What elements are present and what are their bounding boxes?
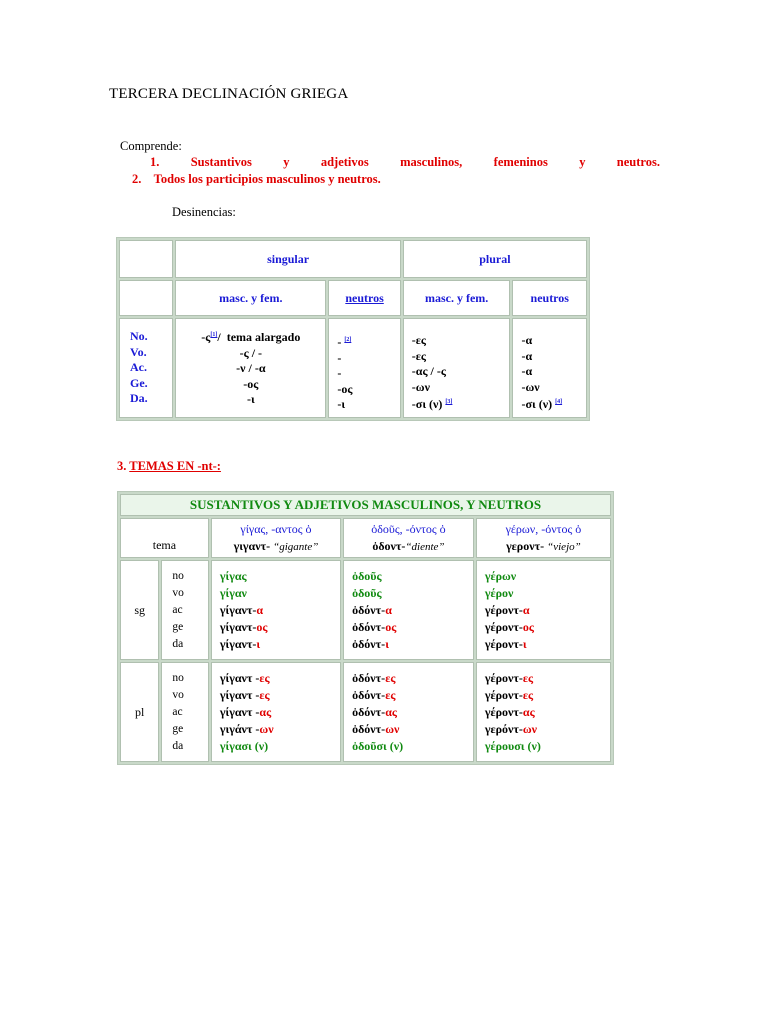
footnote-link[interactable]: [4] <box>555 399 563 405</box>
form-stem: γέροντ- <box>484 687 523 702</box>
ending-note: / tema alargado <box>217 330 301 345</box>
form-row <box>485 738 610 755</box>
pl-neut-header: neutros <box>512 280 587 316</box>
form-row <box>485 687 610 704</box>
form-row <box>220 636 340 653</box>
ending: -α <box>521 364 533 378</box>
ending: -α <box>521 348 533 363</box>
form-row <box>220 602 340 619</box>
case-label: Ac. <box>130 360 147 375</box>
table-header: SUSTANTIVOS Y ADJETIVOS MASCULINOS, Y NEUTROS <box>120 494 611 516</box>
form-stem: γέροντ- <box>484 704 523 719</box>
word-header-odous <box>343 518 474 558</box>
form-stem: γίγαντ - <box>219 670 260 685</box>
list-word: Sustantivos <box>190 155 252 169</box>
form-row <box>220 568 340 585</box>
form-row <box>220 687 340 704</box>
case-label: No. <box>130 329 148 344</box>
pl-forms-col <box>343 662 474 762</box>
case-label: Ge. <box>130 375 148 390</box>
form-ending: ι <box>385 636 389 651</box>
case-label: ge <box>172 620 184 633</box>
list-word: y <box>283 155 290 169</box>
ending: -ι <box>246 392 255 407</box>
form-stem: ὀδοῦς <box>352 585 382 600</box>
form-ending: ες <box>259 687 270 702</box>
form-row <box>352 585 473 602</box>
form-ending: ες <box>522 670 534 685</box>
page-title: TERCERA DECLINACIÓN GRIEGA <box>109 86 349 102</box>
form-stem: γίγαντ- <box>219 619 257 634</box>
form-row <box>220 721 340 738</box>
form-stem: γέροντ- <box>484 636 523 651</box>
list-word: masculinos, <box>400 155 463 169</box>
list-word: adjetivos <box>320 155 369 169</box>
footnote-link[interactable]: [3] <box>445 399 453 405</box>
ending: -ος <box>337 381 353 396</box>
case-label: Vo. <box>130 344 147 359</box>
form-stem: γίγαντ- <box>219 602 257 617</box>
form-stem: ὀδόντ- <box>352 704 386 719</box>
section-heading-temas <box>117 459 221 474</box>
comprende-label: Comprende: <box>120 139 182 153</box>
section-number: 3. <box>117 459 127 473</box>
nt-stems-table <box>117 491 614 765</box>
empty-corner-cell <box>119 240 173 278</box>
form-row <box>352 568 473 585</box>
form-stem: γίγαντ- <box>219 636 257 651</box>
form-row <box>352 704 473 721</box>
form-stem: γέρουσι (ν) <box>484 738 541 753</box>
ending: -ος <box>243 376 259 391</box>
plural-header: plural <box>403 240 587 278</box>
case-label: da <box>172 739 184 752</box>
sg-forms-col <box>211 560 341 660</box>
ending: -σι (ν) <box>521 397 553 411</box>
form-ending: α <box>256 602 264 617</box>
form-row <box>485 670 610 687</box>
form-row <box>485 602 610 619</box>
ending: -σι (ν) <box>411 397 443 411</box>
singular-header: singular <box>175 240 400 278</box>
meaning: “diente” <box>405 540 445 553</box>
case-label: ac <box>172 603 183 616</box>
ending: -ων <box>521 379 540 394</box>
form-ending: ες <box>522 687 534 702</box>
list-word: neutros. <box>616 155 660 169</box>
form-ending: ες <box>385 687 396 702</box>
form-stem: ὀδόντ- <box>352 602 386 617</box>
form-row <box>352 619 473 636</box>
pl-forms-col <box>476 662 611 762</box>
form-row <box>220 738 340 755</box>
word-header-gigas <box>211 518 341 558</box>
pl-masc-column <box>403 318 511 418</box>
case-label: ge <box>172 722 184 735</box>
form-ending: ος <box>385 619 397 634</box>
list-word: y <box>579 155 586 169</box>
meaning: “gigante” <box>273 540 319 553</box>
ending: - <box>337 335 342 349</box>
footnote-link[interactable]: [1] <box>210 332 218 339</box>
form-row <box>220 704 340 721</box>
ending: -ι <box>337 397 346 411</box>
form-row <box>485 619 610 636</box>
case-labels-sg <box>161 560 208 660</box>
form-ending: ος <box>256 619 268 634</box>
form-ending: α <box>385 602 392 617</box>
form-row <box>352 687 473 704</box>
number-label-sg: sg <box>120 560 159 660</box>
sg-neut-header: neutros <box>328 280 400 316</box>
form-ending: ων <box>522 721 538 736</box>
endings-table <box>116 237 590 421</box>
sg-forms-col <box>343 560 474 660</box>
form-ending: ος <box>522 619 534 634</box>
form-ending: ι <box>522 636 527 651</box>
form-stem: γέροντ- <box>484 602 523 617</box>
sg-masc-header: masc. y fem. <box>175 280 326 316</box>
form-stem: γίγαντ - <box>219 687 260 702</box>
form-row <box>485 568 610 585</box>
ending: -ες <box>411 348 426 363</box>
stem: γεροντ- <box>506 538 545 553</box>
ending: -ς <box>201 330 211 345</box>
form-row <box>352 636 473 653</box>
footnote-link[interactable]: [2] <box>344 337 352 343</box>
form-stem: ὀδοῦσι (ν) <box>352 738 404 753</box>
form-stem: γέροντ- <box>484 670 523 685</box>
form-ending: ες <box>259 670 270 685</box>
sg-masc-column <box>175 318 326 418</box>
desinencias-label: Desinencias: <box>172 205 236 219</box>
case-label: no <box>172 671 184 684</box>
form-row <box>352 602 473 619</box>
form-ending: ων <box>259 721 274 736</box>
form-stem: γέρων <box>484 568 517 583</box>
case-label: vo <box>172 688 184 701</box>
form-stem: ὀδοῦς <box>352 568 382 583</box>
form-stem: γίγας <box>219 568 247 583</box>
form-row <box>352 738 473 755</box>
stem: ὀδοντ- <box>372 538 406 553</box>
ending: -ς / - <box>239 345 263 360</box>
ending: -α <box>521 333 533 347</box>
ending: -ν / -α <box>236 361 266 376</box>
form-row <box>220 619 340 636</box>
lemma: ὀδοῦς, -όντος ὁ <box>371 521 446 536</box>
form-ending: ας <box>522 704 535 719</box>
form-ending: ι <box>256 636 261 651</box>
case-label: no <box>172 569 184 582</box>
form-stem: γίγασι (ν) <box>219 738 269 753</box>
case-label: ac <box>172 705 183 718</box>
form-stem: γερόντ- <box>484 721 523 736</box>
form-stem: γιγάντ - <box>219 721 260 736</box>
list-item-2: 2. Todos los participios masculinos y neutros. <box>132 172 381 186</box>
form-stem: ὀδόντ- <box>352 670 386 685</box>
number-label-pl: pl <box>120 662 159 762</box>
form-row <box>485 585 610 602</box>
pl-forms-col <box>211 662 341 762</box>
form-ending: ας <box>259 704 272 719</box>
pl-masc-header: masc. y fem. <box>403 280 511 316</box>
word-header-geron <box>476 518 611 558</box>
list-item-1 <box>150 155 660 170</box>
tema-label: tema <box>120 518 209 558</box>
sg-forms-col <box>476 560 611 660</box>
form-ending: ων <box>385 721 400 736</box>
form-stem: ὀδόντ- <box>352 619 386 634</box>
case-label: Da. <box>130 391 148 406</box>
form-ending: α <box>522 602 530 617</box>
form-row <box>485 704 610 721</box>
form-row <box>220 585 340 602</box>
form-stem: ὀδόντ- <box>352 721 386 736</box>
pl-neut-column <box>512 318 587 418</box>
case-label: da <box>172 637 184 650</box>
list-word: femeninos <box>493 155 548 169</box>
form-stem: γίγαντ - <box>219 704 260 719</box>
form-stem: ὀδόντ- <box>352 687 386 702</box>
ending: - <box>337 366 342 380</box>
section-title: TEMAS EN -nt-: <box>129 459 221 473</box>
form-stem: γέροντ- <box>484 619 523 634</box>
form-stem: γίγαν <box>219 585 247 600</box>
form-row <box>352 670 473 687</box>
ending: -ας / -ς <box>411 364 446 378</box>
form-row <box>220 670 340 687</box>
ending: - <box>337 350 342 365</box>
list-item-1-number: 1. <box>150 155 160 169</box>
case-labels <box>119 318 173 418</box>
form-ending: ας <box>385 704 397 719</box>
lemma: γέρων, -όντος ὁ <box>505 521 582 536</box>
ending: -ων <box>411 379 430 394</box>
form-stem: ὀδόντ- <box>352 636 386 651</box>
case-labels-pl <box>161 662 208 762</box>
ending: -ες <box>411 333 426 347</box>
form-row <box>352 721 473 738</box>
lemma: γίγας, -αντος ὁ <box>240 521 312 536</box>
form-stem: γέρον <box>484 585 514 600</box>
empty-cell <box>119 280 173 316</box>
form-row <box>485 636 610 653</box>
form-ending: ες <box>385 670 396 685</box>
meaning: “viejo” <box>547 540 581 553</box>
case-label: vo <box>172 586 184 599</box>
sg-neut-column <box>328 318 400 418</box>
form-row <box>485 721 610 738</box>
stem: γιγαντ- <box>233 538 271 553</box>
